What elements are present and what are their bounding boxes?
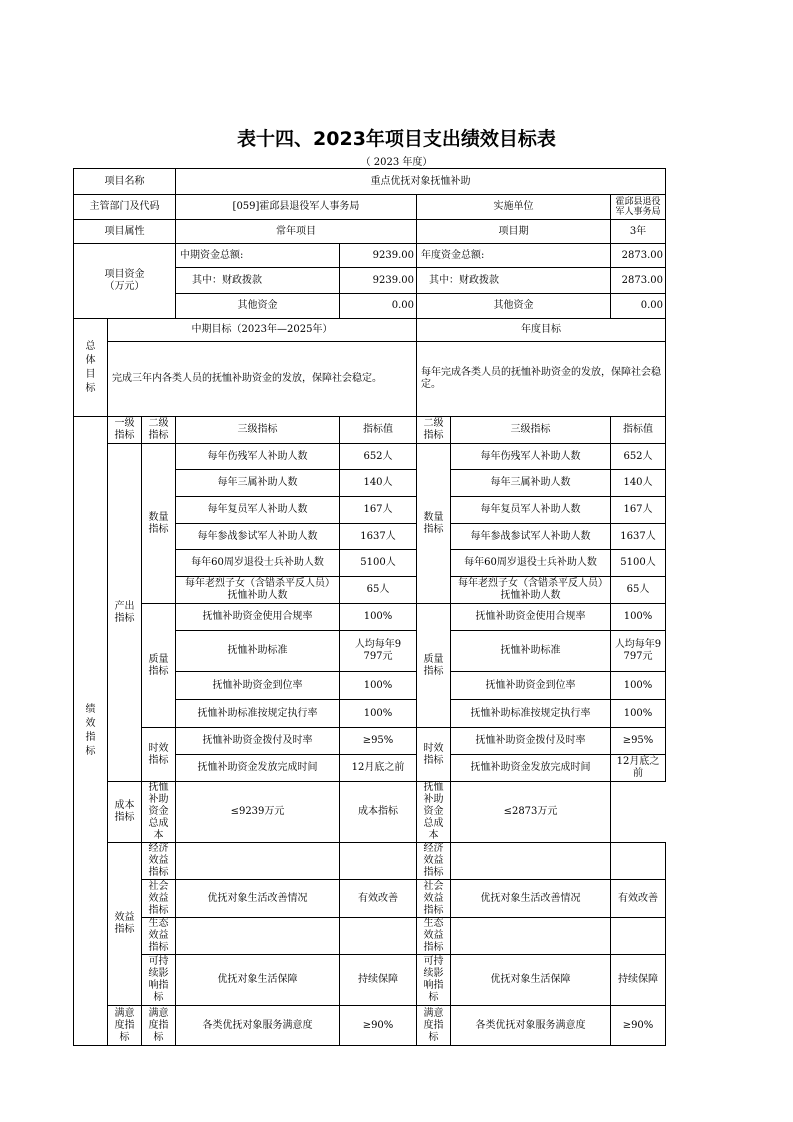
indicator-value: 167人: [611, 497, 666, 524]
header-level1: 一级指标: [108, 417, 142, 444]
indicator-value: 167人: [340, 497, 417, 524]
social-label-year: 社会效益指标: [417, 880, 451, 918]
indicator-value: 100%: [340, 604, 417, 631]
year-fiscal-value: 2873.00: [611, 268, 666, 294]
econ-label-year: 经济效益指标: [417, 843, 451, 880]
indicator-value: 65人: [340, 577, 417, 604]
performance-table: [73, 168, 666, 1046]
indicator-value: ≥90%: [340, 1006, 417, 1046]
header-level2: 二级指标: [142, 417, 176, 444]
indicator-value: 1637人: [611, 524, 666, 550]
indicator-value: 652人: [611, 444, 666, 470]
indicator-value: 100%: [611, 672, 666, 700]
header-level2-year: 二级指标: [417, 417, 451, 444]
indicator-value: 人均每年9797元: [340, 631, 417, 672]
mid-other-value: 0.00: [340, 294, 417, 319]
indicator-name: 抚恤补助资金发放完成时间: [451, 755, 611, 782]
indicator-value: 100%: [611, 700, 666, 728]
indicator-value: ≥95%: [340, 728, 417, 755]
indicator-name-empty: [176, 918, 340, 955]
indicator-value-empty: [340, 843, 417, 880]
indicator-name: 抚恤补助标准: [176, 631, 340, 672]
indicator-name: 优抚对象生活改善情况: [176, 880, 340, 918]
indicator-value: 人均每年9797元: [611, 631, 666, 672]
indicator-value: 5100人: [611, 550, 666, 577]
eco-label-mid: 生态效益指标: [142, 918, 176, 955]
header-level3-mid: 三级指标: [176, 417, 340, 444]
indicator-name: 抚恤补助资金使用合规率: [451, 604, 611, 631]
header-value-year: 指标值: [611, 417, 666, 444]
indicator-value: 140人: [611, 470, 666, 497]
year-other-value: 0.00: [611, 294, 666, 319]
indicator-value: 持续保障: [611, 955, 666, 1006]
mid-fiscal-label: 其中：财政拨款: [176, 268, 340, 294]
indicator-name: 每年参战参试军人补助人数: [176, 524, 340, 550]
indicator-value: 140人: [340, 470, 417, 497]
attr-label: 项目属性: [74, 220, 176, 244]
quantity-label-year: 数量指标: [417, 444, 451, 604]
indicator-name: 抚恤补助资金到位率: [451, 672, 611, 700]
year-total-value: 2873.00: [611, 244, 666, 268]
indicator-value: 100%: [340, 672, 417, 700]
sustain-label-year: 可持续影响指标: [417, 955, 451, 1006]
year-total-label: 年度资金总额:: [417, 244, 611, 268]
indicator-name: 每年伤残军人补助人数: [176, 444, 340, 470]
indicator-value-empty: [340, 918, 417, 955]
indicator-value: 65人: [611, 577, 666, 604]
timeliness-label-year: 时效指标: [417, 728, 451, 782]
indicator-name: 抚恤补助资金发放完成时间: [176, 755, 340, 782]
indicator-value: 100%: [611, 604, 666, 631]
indicator-name: 每年伤残军人补助人数: [451, 444, 611, 470]
indicator-name: 每年60周岁退役士兵补助人数: [451, 550, 611, 577]
indicator-value: ≥90%: [611, 1006, 666, 1046]
indicator-name: 抚恤补助资金拨付及时率: [176, 728, 340, 755]
satisfaction-l2-mid: 满意度指标: [142, 1006, 176, 1046]
mid-fiscal-value: 9239.00: [340, 268, 417, 294]
mid-total-value: 9239.00: [340, 244, 417, 268]
indicator-value: 有效改善: [611, 880, 666, 918]
indicator-name: 抚恤补助标准按规定执行率: [451, 700, 611, 728]
year-goal-text: 每年完成各类人员的抚恤补助资金的发放，保障社会稳定。: [417, 342, 666, 417]
indicator-name: 抚恤补助标准按规定执行率: [176, 700, 340, 728]
page-title: 表十四、2023年项目支出绩效目标表: [237, 128, 556, 150]
indicator-name: 每年老烈子女（含错杀平反人员）抚恤补助人数: [176, 577, 340, 604]
mid-goal-text: 完成三年内各类人员的抚恤补助资金的发放，保障社会稳定。: [108, 342, 417, 417]
impl-label: 实施单位: [417, 195, 611, 220]
timeliness-label-mid: 时效指标: [142, 728, 176, 782]
indicator-name-empty: [451, 918, 611, 955]
indicator-value: 有效改善: [340, 880, 417, 918]
indicator-name: 每年三属补助人数: [176, 470, 340, 497]
project-name-value: 重点优抚对象抚恤补助: [176, 169, 666, 195]
header-value-mid: 指标值: [340, 417, 417, 444]
indicator-name: 每年复员军人补助人数: [176, 497, 340, 524]
indicator-value: ≥95%: [611, 728, 666, 755]
dept-label: 主管部门及代码: [74, 195, 176, 220]
indicator-value: 1637人: [340, 524, 417, 550]
quantity-label-mid: 数量指标: [142, 444, 176, 604]
satisfaction-l2-year: 满意度指标: [417, 1006, 451, 1046]
quality-label-mid: 质量指标: [142, 604, 176, 728]
indicator-name: 抚恤补助资金拨付及时率: [451, 728, 611, 755]
indicator-name: 优抚对象生活保障: [176, 955, 340, 1006]
eco-label-year: 生态效益指标: [417, 918, 451, 955]
indicator-value: 5100人: [340, 550, 417, 577]
quality-label-year: 质量指标: [417, 604, 451, 728]
indicator-name: 各类优抚对象服务满意度: [451, 1006, 611, 1046]
indicator-name: 抚恤补助资金总成本: [417, 782, 451, 843]
benefit-label: 效益指标: [108, 843, 142, 1006]
mid-total-label: 中期资金总额:: [176, 244, 340, 268]
year-fiscal-label: 其中：财政拨款: [417, 268, 611, 294]
indicator-value-empty: [611, 918, 666, 955]
indicator-name: 各类优抚对象服务满意度: [176, 1006, 340, 1046]
indicator-name: 抚恤补助资金使用合规率: [176, 604, 340, 631]
indicator-value: ≤2873万元: [451, 782, 611, 843]
output-label: 产出指标: [108, 444, 142, 782]
header-level3-year: 三级指标: [451, 417, 611, 444]
indicator-value: 652人: [340, 444, 417, 470]
indicator-name: 每年三属补助人数: [451, 470, 611, 497]
mid-goal-header: 中期目标（2023年—2025年）: [108, 319, 417, 342]
indicator-name: 优抚对象生活保障: [451, 955, 611, 1006]
cost-label-mid: 成本指标: [108, 782, 142, 843]
indicator-name: 抚恤补助标准: [451, 631, 611, 672]
indicator-value: 100%: [340, 700, 417, 728]
period-value: 3年: [611, 220, 666, 244]
sustain-label-mid: 可持续影响指标: [142, 955, 176, 1006]
dept-value: [059]霍邱县退役军人事务局: [176, 195, 417, 220]
year-goal-header: 年度目标: [417, 319, 666, 342]
indicator-value-empty: [611, 843, 666, 880]
indicator-name: 抚恤补助资金总成本: [142, 782, 176, 843]
indicator-value: 12月底之前: [611, 755, 666, 782]
econ-label-mid: 经济效益指标: [142, 843, 176, 880]
attr-value: 常年项目: [176, 220, 417, 244]
cost-label-year: 成本指标: [340, 782, 417, 843]
year-other-label: 其他资金: [417, 294, 611, 319]
indicator-name: 抚恤补助资金到位率: [176, 672, 340, 700]
indicator-name-empty: [451, 843, 611, 880]
period-label: 项目期: [417, 220, 611, 244]
indicator-value: ≤9239万元: [176, 782, 340, 843]
indicator-name: 优抚对象生活改善情况: [451, 880, 611, 918]
impl-value: 霍邱县退役军人事务局: [611, 195, 666, 220]
indicator-value: 持续保障: [340, 955, 417, 1006]
indicator-name: 每年复员军人补助人数: [451, 497, 611, 524]
mid-other-label: 其他资金: [176, 294, 340, 319]
project-name-label: 项目名称: [74, 169, 176, 195]
fund-label: 项目资金（万元）: [74, 244, 176, 319]
indicator-name: 每年参战参试军人补助人数: [451, 524, 611, 550]
indicator-name: 每年60周岁退役士兵补助人数: [176, 550, 340, 577]
year-line: （ 2023 年度）: [360, 157, 433, 168]
satisfaction-label: 满意度指标: [108, 1006, 142, 1046]
indicator-name: 每年老烈子女（含错杀平反人员）抚恤补助人数: [451, 577, 611, 604]
goals-label: 总体目标: [74, 319, 108, 417]
perf-label: 绩效指标: [74, 417, 108, 1046]
social-label-mid: 社会效益指标: [142, 880, 176, 918]
indicator-value: 12月底之前: [340, 755, 417, 782]
indicator-name-empty: [176, 843, 340, 880]
